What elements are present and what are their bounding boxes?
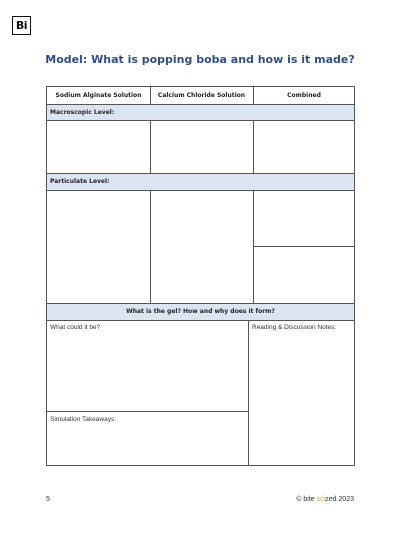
- particulate-combined-bottom-cell[interactable]: [253, 246, 354, 303]
- macroscopic-level-band: Macroscopic Level:: [47, 104, 354, 120]
- divider: [253, 120, 254, 173]
- divider: [47, 120, 354, 121]
- divider: [47, 303, 354, 304]
- divider: [150, 120, 151, 173]
- reading-discussion-label: Reading & Discussion Notes:: [252, 324, 337, 331]
- copyright: [296, 496, 354, 503]
- divider: [47, 411, 248, 412]
- divider: [47, 320, 354, 321]
- what-could-it-be-label: What could it be?: [50, 324, 101, 331]
- copyright-accent: sci: [316, 496, 326, 503]
- divider: [47, 173, 354, 174]
- particulate-sodium-cell[interactable]: [47, 190, 150, 303]
- page-title: Model: What is popping boba and how is it made?: [45, 53, 355, 66]
- copyright-suffix: zed 2023: [325, 496, 354, 503]
- divider: [253, 246, 354, 247]
- divider: [248, 320, 249, 465]
- model-table: [46, 86, 355, 466]
- simulation-takeaways-label: Simulation Takeaways:: [50, 416, 116, 423]
- header-sodium-alginate: Sodium Alginate Solution: [55, 92, 142, 99]
- divider: [253, 87, 254, 104]
- divider: [150, 87, 151, 104]
- divider: [150, 190, 151, 303]
- particulate-combined-top-cell[interactable]: [253, 190, 354, 246]
- macroscopic-sodium-cell[interactable]: [47, 120, 150, 173]
- macroscopic-combined-cell[interactable]: [253, 120, 354, 173]
- divider: [253, 190, 254, 303]
- header-combined: Combined: [287, 92, 321, 99]
- bite-scized-logo: Bi: [12, 16, 31, 35]
- copyright-prefix: © bite: [296, 496, 317, 503]
- particulate-level-band: Particulate Level:: [47, 173, 354, 190]
- page-number: 5: [46, 496, 50, 503]
- divider: [47, 104, 354, 105]
- gel-question-band: What is the gel? How and why does it form?: [47, 303, 354, 320]
- header-calcium-chloride: Calcium Chloride Solution: [157, 92, 246, 99]
- divider: [47, 190, 354, 191]
- macroscopic-calcium-cell[interactable]: [150, 120, 253, 173]
- particulate-calcium-cell[interactable]: [150, 190, 253, 303]
